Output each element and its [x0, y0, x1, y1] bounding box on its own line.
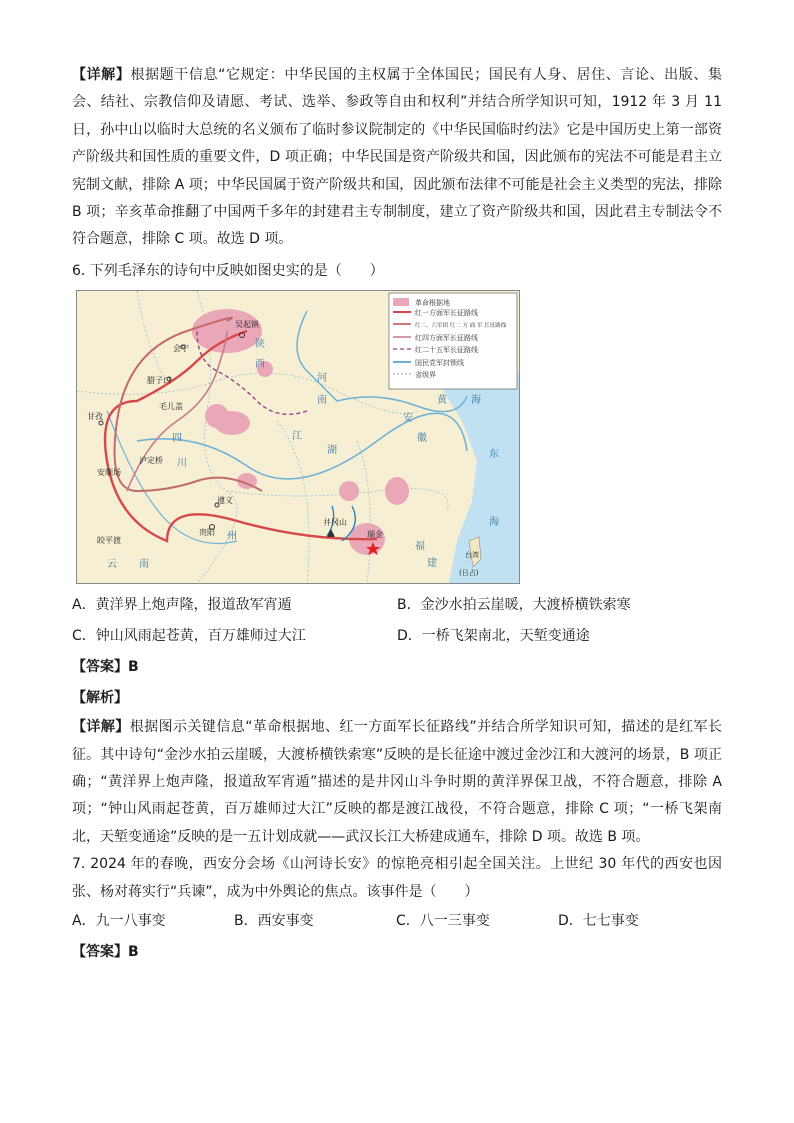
legend-item: 革命根据地	[415, 299, 450, 308]
sea-label: 黄	[437, 395, 447, 407]
province-label: 湖	[327, 445, 337, 457]
question-6-stem: 6. 下列毛泽东的诗句中反映如图史实的是（ ）	[72, 262, 384, 279]
option-a: A．九一八事变	[72, 913, 166, 930]
province-label: 建	[427, 558, 437, 570]
legend-item: 红一方面军长征路线	[415, 309, 478, 318]
option-b: B．金沙水拍云崖暖，大渡桥横铁索寒	[397, 597, 631, 614]
place-label: (日占)	[459, 569, 479, 578]
province-label: 徽	[417, 433, 427, 445]
place-label: 吴起镇	[235, 320, 259, 330]
page-content	[72, 62, 722, 968]
long-march-map	[76, 290, 520, 584]
option-a: A．黄洋界上炮声隆，报道敌军宵遁	[72, 597, 292, 614]
option-b: B．西安事变	[234, 913, 314, 930]
question-6-answer: 【答案】B	[72, 659, 139, 676]
province-label: 南	[139, 559, 149, 571]
place-label: 会宁	[173, 344, 189, 354]
legend-item: 国民党军封锁线	[415, 359, 464, 368]
q5-detail-paragraph	[72, 62, 722, 254]
detail-tag: 【详解】	[72, 67, 131, 83]
question-7-stem: 7. 2024 年的春晚，西安分会场《山河诗长安》的惊艳亮相引起全国关注。上世纪 30 年代的西安也因张、杨对蒋实行“兵谏”，成为中外舆论的焦点。该事件是（ ）	[72, 856, 722, 900]
province-label: 四	[172, 433, 182, 445]
place-label: 甘孜	[87, 412, 103, 422]
place-label: 贵阳	[199, 528, 215, 538]
place-label: 瑞金	[367, 530, 383, 540]
map-figure	[77, 291, 519, 583]
option-c: C．八一三事变	[396, 913, 490, 930]
province-label: 安	[403, 413, 413, 425]
question-7-answer: 【答案】B	[72, 944, 139, 961]
question-6-analysis-heading: 【解析】	[72, 690, 128, 707]
legend-item: 红四方面军长征路线	[415, 334, 478, 343]
sea-label: 东	[489, 449, 499, 461]
legend-item: 红二、六军团 红二 方 面 军 长征路线	[415, 323, 507, 330]
question-6-options	[72, 590, 722, 652]
legend-item: 红二十五军长征路线	[415, 346, 478, 355]
place-label: 安顺场	[97, 468, 121, 478]
question-7-options	[72, 906, 722, 937]
province-label: 西	[255, 359, 265, 371]
detail-text: 根据题干信息“它规定：中华民国的主权属于全体国民；国民有人身、居住、言论、出版、集会、结社、宗教信仰及请愿、考试、选举、参政等自由和权利”并结合所学知识可知，1912 年 3 月 11 日，孙中山以临时大总统的名义颁布了临时参议院制定的《中华民国临时约法》它是中国历史上第一部资产阶级共和国性质的重要文件，D 项正确；中华民国是资产阶级共和国，因此颁布的宪法不可能是君主立宪制文献，排除 A 项；中华民国属于资产阶级共和国，因此颁布法律不可能是社会主义类型的宪法，排除 B 项；辛亥革命推翻了中国两千多年的封建君主专制制度，建立了资产阶级共和国，因此君主专制法令不符合题意，排除 C 项。故选 D 项。	[72, 67, 722, 248]
province-label: 江	[292, 431, 302, 443]
province-label: 川	[177, 458, 187, 470]
place-label: 台湾	[465, 551, 479, 560]
q6-detail-paragraph	[72, 714, 722, 851]
province-label: 州	[227, 531, 237, 543]
detail-text: 根据图示关键信息“革命根据地、红一方面军长征路线”并结合所学知识可知，描述的是红军长征。其中诗句“金沙水拍云崖暖，大渡桥横铁索寒”反映的是长征途中渡过金沙江和大渡河的场景，B 项正确；“黄洋界上炮声隆，报道敌军宵遁”描述的是井冈山斗争时期的黄洋界保卫战，不符合题意，排除 A 项；“钟山风雨起苍黄，百万雄师过大江”反映的都是渡江战役，不符合题意，排除 C 项；“一桥飞架南北，天堑变通途”反映的是一五计划成就——武汉长江大桥建成通车，排除 D 项。故选 B 项。	[72, 719, 722, 845]
province-label: 南	[317, 395, 327, 407]
detail-tag: 【详解】	[72, 719, 130, 736]
place-label: 遵义	[217, 496, 233, 506]
sea-label: 海	[471, 395, 481, 407]
province-label: 福	[415, 541, 425, 553]
province-label: 河	[317, 373, 327, 385]
province-label: 云	[107, 559, 117, 571]
province-label: 陕	[255, 339, 265, 351]
place-label: 毛儿盖	[159, 402, 183, 412]
legend-item: 省级界	[415, 371, 436, 380]
option-d: D．一桥飞架南北，天堑变通途	[397, 628, 590, 645]
place-label: 泸定桥	[139, 456, 163, 466]
option-c: C．钟山风雨起苍黄，百万雄师过大江	[72, 628, 306, 645]
place-label: 井冈山	[323, 518, 347, 528]
sea-label: 海	[489, 517, 499, 529]
option-d: D．七七事变	[558, 913, 639, 930]
place-label: 腊子口	[147, 376, 171, 386]
place-label: 皎平渡	[97, 536, 121, 546]
